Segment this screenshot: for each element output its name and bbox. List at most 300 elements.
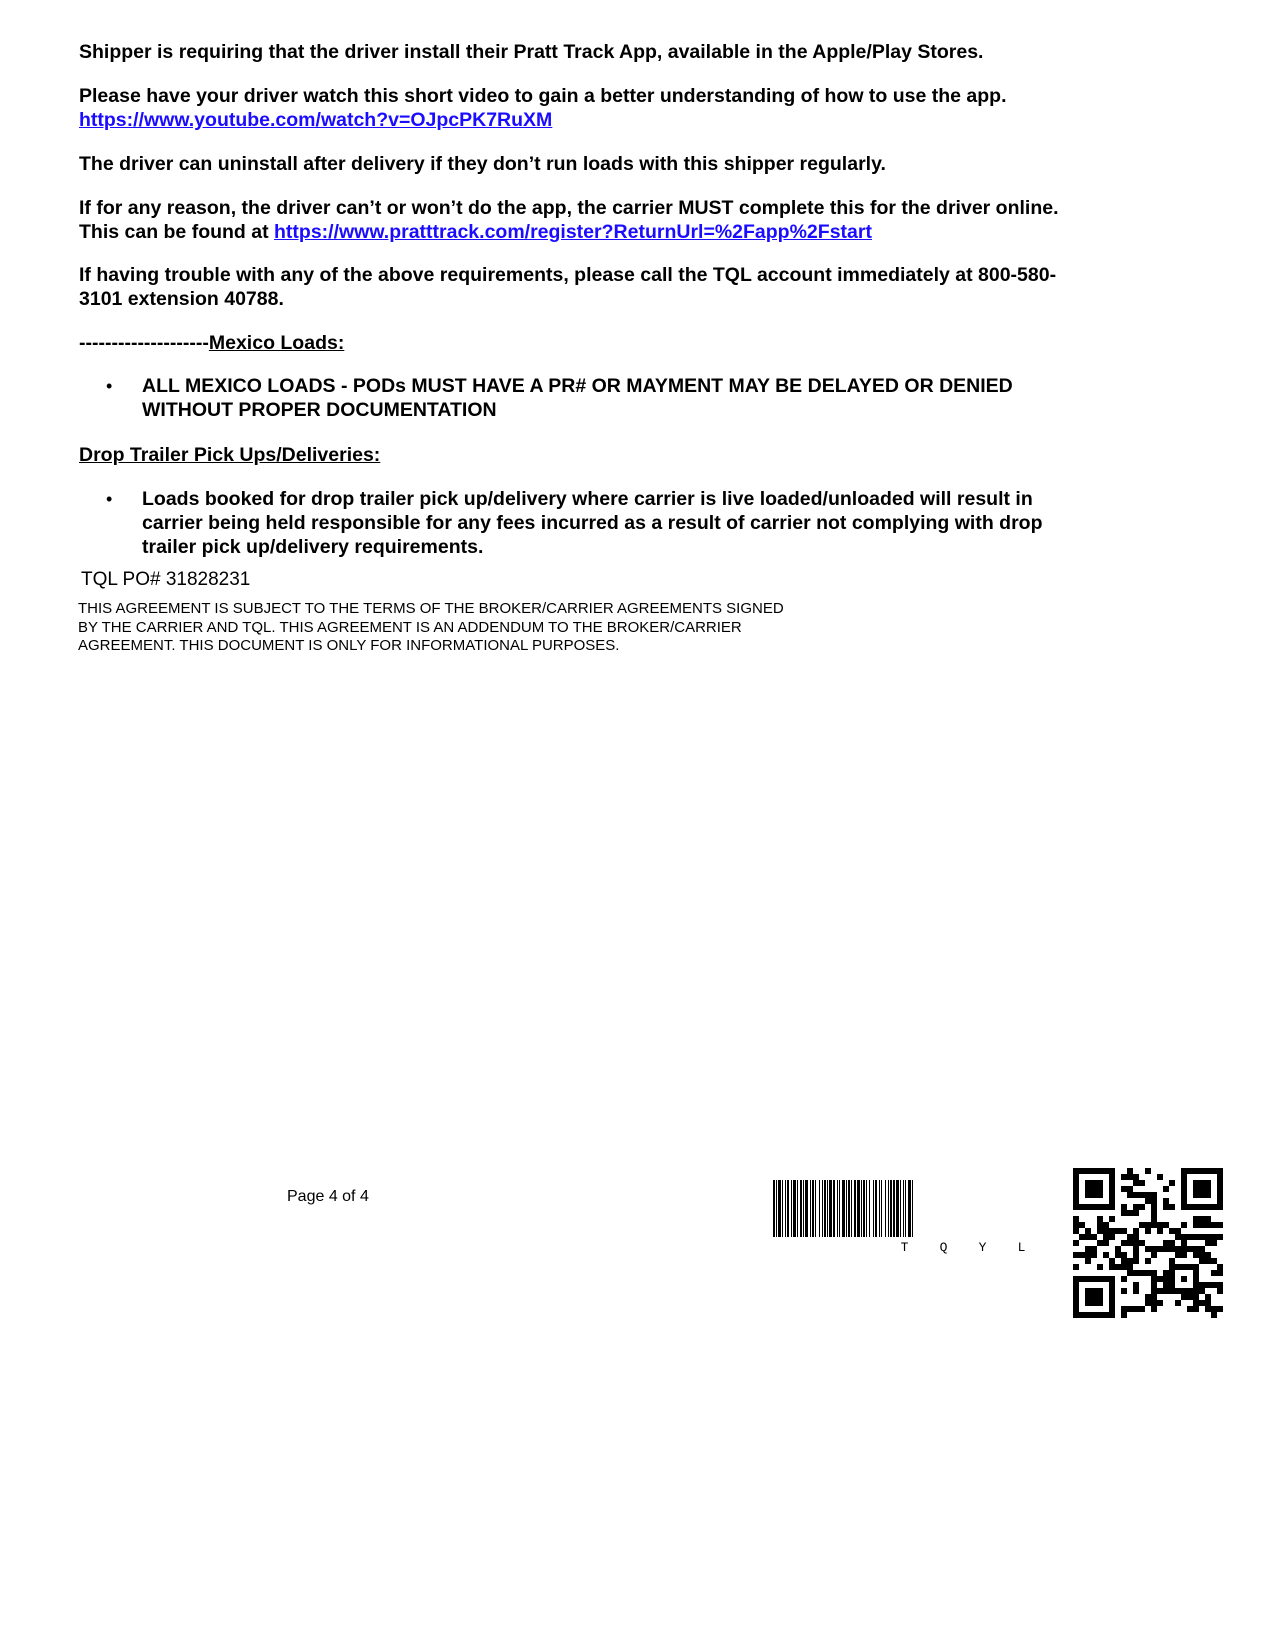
qr-module: [1109, 1192, 1115, 1198]
qr-module: [1109, 1198, 1115, 1204]
qr-module: [1169, 1246, 1175, 1252]
qr-module: [1211, 1234, 1217, 1240]
qr-module: [1115, 1252, 1121, 1258]
qr-module: [1133, 1204, 1139, 1210]
qr-module: [1211, 1222, 1217, 1228]
qr-module: [1151, 1210, 1157, 1216]
qr-module: [1073, 1294, 1079, 1300]
qr-module: [1085, 1258, 1091, 1264]
qr-module: [1169, 1240, 1175, 1246]
qr-module: [1145, 1222, 1151, 1228]
qr-module: [1103, 1228, 1109, 1234]
qr-module: [1091, 1234, 1097, 1240]
qr-module: [1073, 1288, 1079, 1294]
qr-module: [1133, 1240, 1139, 1246]
qr-module: [1157, 1174, 1163, 1180]
qr-module: [1199, 1204, 1205, 1210]
qr-module: [1121, 1264, 1127, 1270]
qr-module: [1103, 1252, 1109, 1258]
qr-module: [1085, 1168, 1091, 1174]
pratt-track-requirement-text: Shipper is requiring that the driver install their Pratt Track App, available in the Apple/Play Stores.: [79, 41, 984, 63]
qr-module: [1109, 1180, 1115, 1186]
tql-contact-text: If having trouble with any of the above requirements, please call the TQL account immediately at 800-580-3101 extension 40788.: [79, 264, 1057, 310]
qr-module: [1073, 1198, 1079, 1204]
qr-module: [1085, 1234, 1091, 1240]
qr-module: [1175, 1246, 1181, 1252]
qr-module: [1169, 1276, 1175, 1282]
qr-module: [1121, 1306, 1127, 1312]
qr-module: [1205, 1300, 1211, 1306]
qr-module: [1139, 1270, 1145, 1276]
qr-module: [1109, 1282, 1115, 1288]
agreement-disclaimer: THIS AGREEMENT IS SUBJECT TO THE TERMS OF THE BROKER/CARRIER AGREEMENTS SIGNED BY THE CARRIER AND TQL. THIS AGREEMENT IS AN ADDENDUM TO THE BROKER/CARRIER AGREEMENT. THIS DOCUMENT IS ONLY FOR INFORMATIONAL PURPOSES.: [78, 600, 784, 654]
qr-module: [1073, 1216, 1079, 1222]
qr-module: [1193, 1276, 1199, 1282]
qr-module: [1091, 1294, 1097, 1300]
qr-module: [1085, 1276, 1091, 1282]
qr-module: [1097, 1288, 1103, 1294]
qr-module: [1193, 1246, 1199, 1252]
qr-module: [1085, 1180, 1091, 1186]
qr-module: [1163, 1240, 1169, 1246]
bullet-marker: •: [106, 489, 113, 509]
qr-module: [1151, 1216, 1157, 1222]
qr-module: [1085, 1228, 1091, 1234]
qr-module: [1133, 1252, 1139, 1258]
qr-module: [1193, 1270, 1199, 1276]
qr-module: [1151, 1306, 1157, 1312]
qr-module: [1073, 1168, 1079, 1174]
qr-module: [1109, 1234, 1115, 1240]
qr-module: [1115, 1264, 1121, 1270]
qr-module: [1193, 1306, 1199, 1312]
qr-module: [1079, 1204, 1085, 1210]
uninstall-note-text: The driver can uninstall after delivery if they don’t run loads with this shipper regularly.: [79, 153, 886, 175]
qr-module: [1205, 1204, 1211, 1210]
qr-module: [1109, 1300, 1115, 1306]
qr-module: [1097, 1264, 1103, 1270]
qr-module: [1193, 1216, 1199, 1222]
qr-module: [1073, 1180, 1079, 1186]
qr-module: [1109, 1204, 1115, 1210]
qr-module: [1091, 1180, 1097, 1186]
qr-module: [1073, 1192, 1079, 1198]
qr-module: [1151, 1192, 1157, 1198]
qr-module: [1073, 1306, 1079, 1312]
qr-module: [1217, 1192, 1223, 1198]
qr-module: [1073, 1228, 1079, 1234]
qr-module: [1133, 1192, 1139, 1198]
mexico-loads-bullet: [106, 374, 1086, 422]
qr-module: [1127, 1270, 1133, 1276]
qr-module: [1109, 1186, 1115, 1192]
qr-module: [1211, 1258, 1217, 1264]
qr-module: [1097, 1222, 1103, 1228]
qr-module: [1115, 1246, 1121, 1252]
qr-module: [1199, 1246, 1205, 1252]
qr-module: [1139, 1180, 1145, 1186]
qr-module: [1109, 1276, 1115, 1282]
qr-module: [1163, 1186, 1169, 1192]
qr-module: [1073, 1174, 1079, 1180]
qr-module: [1097, 1312, 1103, 1318]
qr-module: [1097, 1192, 1103, 1198]
barcode-caption-char: Q: [939, 1240, 948, 1255]
qr-module: [1121, 1252, 1127, 1258]
qr-module: [1181, 1288, 1187, 1294]
qr-module: [1217, 1306, 1223, 1312]
drop-trailer-heading-line: [79, 443, 1079, 467]
qr-module: [1151, 1204, 1157, 1210]
qr-module: [1091, 1186, 1097, 1192]
qr-module: [1175, 1252, 1181, 1258]
qr-module: [1079, 1168, 1085, 1174]
qr-module: [1163, 1198, 1169, 1204]
qr-module: [1193, 1300, 1199, 1306]
qr-module: [1091, 1252, 1097, 1258]
qr-module: [1205, 1168, 1211, 1174]
qr-module: [1211, 1168, 1217, 1174]
qr-module: [1133, 1228, 1139, 1234]
qr-module: [1085, 1300, 1091, 1306]
qr-module: [1181, 1246, 1187, 1252]
qr-module: [1187, 1294, 1193, 1300]
qr-module: [1121, 1258, 1127, 1264]
qr-module: [1121, 1174, 1127, 1180]
qr-module: [1217, 1264, 1223, 1270]
drop-trailer-bullet-text: Loads booked for drop trailer pick up/delivery where carrier is live loaded/unloaded will result in carrier being held responsible for any fees incurred as a result of carrier not complying with drop trailer pick up/delivery requirements.: [142, 488, 1043, 558]
qr-module: [1109, 1168, 1115, 1174]
qr-module: [1121, 1312, 1127, 1318]
qr-module: [1091, 1192, 1097, 1198]
qr-module: [1151, 1252, 1157, 1258]
qr-module: [1127, 1174, 1133, 1180]
qr-module: [1103, 1222, 1109, 1228]
qr-module: [1097, 1228, 1103, 1234]
qr-module: [1181, 1264, 1187, 1270]
qr-module: [1085, 1246, 1091, 1252]
qr-module: [1217, 1204, 1223, 1210]
qr-module: [1217, 1282, 1223, 1288]
qr-module: [1133, 1180, 1139, 1186]
bullet-marker: •: [106, 376, 113, 396]
qr-module: [1097, 1300, 1103, 1306]
qr-module: [1169, 1180, 1175, 1186]
heading-dashes: --------------------: [79, 332, 209, 354]
qr-module: [1163, 1270, 1169, 1276]
qr-module: [1151, 1288, 1157, 1294]
qr-module: [1127, 1264, 1133, 1270]
qr-module: [1085, 1204, 1091, 1210]
qr-module: [1211, 1270, 1217, 1276]
qr-module: [1169, 1282, 1175, 1288]
carrier-registration-paragraph: [79, 196, 1079, 244]
qr-module: [1205, 1282, 1211, 1288]
qr-module: [1193, 1294, 1199, 1300]
qr-module: [1169, 1264, 1175, 1270]
qr-module: [1193, 1252, 1199, 1258]
qr-module: [1163, 1222, 1169, 1228]
qr-module: [1163, 1288, 1169, 1294]
qr-module: [1157, 1300, 1163, 1306]
qr-module: [1187, 1246, 1193, 1252]
qr-module: [1139, 1306, 1145, 1312]
qr-module: [1217, 1234, 1223, 1240]
qr-module: [1145, 1192, 1151, 1198]
qr-module: [1157, 1228, 1163, 1234]
qr-module: [1199, 1216, 1205, 1222]
qr-module: [1181, 1192, 1187, 1198]
qr-module: [1091, 1246, 1097, 1252]
qr-module: [1181, 1294, 1187, 1300]
barcode-caption: [885, 1240, 1041, 1255]
qr-module: [1109, 1264, 1115, 1270]
qr-module: [1211, 1240, 1217, 1246]
mexico-loads-heading: Mexico Loads:: [208, 332, 345, 354]
qr-module: [1175, 1234, 1181, 1240]
qr-module: [1181, 1204, 1187, 1210]
qr-module: [1133, 1282, 1139, 1288]
qr-module: [1157, 1222, 1163, 1228]
qr-module: [1109, 1294, 1115, 1300]
qr-module: [1121, 1204, 1127, 1210]
qr-module: [1103, 1240, 1109, 1246]
qr-module: [1205, 1216, 1211, 1222]
qr-module: [1109, 1174, 1115, 1180]
qr-module: [1133, 1234, 1139, 1240]
qr-module: [1073, 1204, 1079, 1210]
qr-module: [1109, 1306, 1115, 1312]
qr-module: [1091, 1276, 1097, 1282]
qr-module: [1205, 1306, 1211, 1312]
qr-module: [1175, 1228, 1181, 1234]
qr-module: [1181, 1168, 1187, 1174]
qr-module: [1205, 1294, 1211, 1300]
qr-module: [1205, 1252, 1211, 1258]
video-instruction-paragraph: [79, 84, 1079, 132]
qr-module: [1199, 1222, 1205, 1228]
qr-module: [1151, 1294, 1157, 1300]
video-instruction-text: Please have your driver watch this short video to gain a better understanding of how to use the app.: [79, 85, 1007, 107]
qr-module: [1139, 1240, 1145, 1246]
qr-module: [1169, 1258, 1175, 1264]
qr-module: [1181, 1174, 1187, 1180]
qr-module: [1151, 1198, 1157, 1204]
qr-module: [1199, 1282, 1205, 1288]
qr-module: [1121, 1240, 1127, 1246]
qr-module: [1193, 1288, 1199, 1294]
qr-module: [1091, 1204, 1097, 1210]
qr-module: [1097, 1168, 1103, 1174]
qr-module: [1127, 1306, 1133, 1312]
qr-module: [1097, 1276, 1103, 1282]
qr-module: [1121, 1186, 1127, 1192]
drop-trailer-heading: Drop Trailer Pick Ups/Deliveries:: [79, 444, 381, 466]
qr-module: [1193, 1192, 1199, 1198]
qr-module: [1127, 1234, 1133, 1240]
qr-module: [1145, 1258, 1151, 1264]
qr-module: [1103, 1204, 1109, 1210]
qr-module: [1133, 1210, 1139, 1216]
qr-module: [1139, 1204, 1145, 1210]
qr-module: [1205, 1192, 1211, 1198]
qr-module: [1169, 1270, 1175, 1276]
qr-module: [1109, 1312, 1115, 1318]
qr-module: [1127, 1258, 1133, 1264]
qr-module: [1211, 1282, 1217, 1288]
qr-module: [1187, 1288, 1193, 1294]
qr-module: [1205, 1180, 1211, 1186]
qr-module: [1163, 1246, 1169, 1252]
qr-module: [1199, 1180, 1205, 1186]
qr-module: [1133, 1258, 1139, 1264]
qr-module: [1181, 1180, 1187, 1186]
qr-module: [1079, 1276, 1085, 1282]
qr-module: [1181, 1222, 1187, 1228]
qr-module: [1097, 1240, 1103, 1246]
qr-module: [1217, 1222, 1223, 1228]
qr-module: [1085, 1252, 1091, 1258]
qr-module: [1193, 1264, 1199, 1270]
qr-module: [1145, 1198, 1151, 1204]
qr-module: [1217, 1186, 1223, 1192]
qr-module: [1199, 1168, 1205, 1174]
qr-module: [1187, 1306, 1193, 1312]
qr-module: [1193, 1180, 1199, 1186]
barcode-image: [773, 1180, 1058, 1244]
qr-module: [1217, 1174, 1223, 1180]
qr-module: [1085, 1294, 1091, 1300]
qr-module: [1217, 1198, 1223, 1204]
qr-module: [1091, 1168, 1097, 1174]
qr-module: [1097, 1186, 1103, 1192]
qr-module: [1103, 1276, 1109, 1282]
qr-module: [1157, 1276, 1163, 1282]
qr-module: [1193, 1282, 1199, 1288]
qr-module: [1109, 1216, 1115, 1222]
qr-module: [1127, 1210, 1133, 1216]
qr-module: [1151, 1276, 1157, 1282]
qr-module: [1193, 1186, 1199, 1192]
qr-module: [1079, 1234, 1085, 1240]
drop-trailer-bullet: [106, 487, 1086, 559]
qr-module: [1163, 1276, 1169, 1282]
qr-module: [1073, 1282, 1079, 1288]
qr-module: [1085, 1186, 1091, 1192]
qr-module: [1187, 1264, 1193, 1270]
qr-module: [1133, 1306, 1139, 1312]
youtube-video-link[interactable]: https://www.youtube.com/watch?v=OJpcPK7RuXM: [79, 109, 553, 131]
barcode-caption-char: Y: [978, 1240, 987, 1255]
qr-module: [1199, 1234, 1205, 1240]
qr-module: [1127, 1186, 1133, 1192]
qr-module: [1199, 1258, 1205, 1264]
qr-module: [1199, 1192, 1205, 1198]
qr-module: [1085, 1288, 1091, 1294]
qr-module: [1169, 1204, 1175, 1210]
qr-module: [1193, 1204, 1199, 1210]
qr-module: [1073, 1312, 1079, 1318]
qr-module: [1073, 1276, 1079, 1282]
qr-module: [1181, 1252, 1187, 1258]
qr-module: [1187, 1234, 1193, 1240]
qr-module: [1205, 1186, 1211, 1192]
qr-module: [1145, 1294, 1151, 1300]
carrier-registration-text: If for any reason, the driver can’t or won’t do the app, the carrier MUST complete this for the driver online. This can be found at: [79, 197, 1059, 243]
qr-module: [1145, 1168, 1151, 1174]
qr-module: [1127, 1192, 1133, 1198]
barcode-caption-char: T: [900, 1240, 909, 1255]
mexico-loads-bullet-text: ALL MEXICO LOADS - PODs MUST HAVE A PR# OR MAYMENT MAY BE DELAYED OR DENIED WITHOUT PROPER DOCUMENTATION: [142, 375, 1013, 421]
qr-module: [1199, 1288, 1205, 1294]
qr-module: [1073, 1222, 1079, 1228]
qr-module: [1097, 1294, 1103, 1300]
qr-module: [1151, 1270, 1157, 1276]
qr-module: [1073, 1186, 1079, 1192]
qr-module: [1127, 1240, 1133, 1246]
qr-module: [1211, 1204, 1217, 1210]
qr-module: [1073, 1240, 1079, 1246]
qr-module: [1205, 1240, 1211, 1246]
qr-module: [1133, 1174, 1139, 1180]
qr-module: [1181, 1234, 1187, 1240]
qr-module: [1187, 1204, 1193, 1210]
qr-module: [1211, 1306, 1217, 1312]
qr-module: [1199, 1300, 1205, 1306]
qr-module: [1097, 1204, 1103, 1210]
tql-po-number: TQL PO# 31828231: [81, 569, 251, 590]
page-number: Page 4 of 4: [287, 1188, 369, 1205]
qr-module: [1181, 1276, 1187, 1282]
qr-module: [1133, 1270, 1139, 1276]
qr-module: [1109, 1258, 1115, 1264]
qr-module: [1109, 1288, 1115, 1294]
qr-module: [1127, 1168, 1133, 1174]
qr-module: [1157, 1288, 1163, 1294]
pratt-track-register-link[interactable]: https://www.pratttrack.com/register?ReturnUrl=%2Fapp%2Fstart: [274, 221, 872, 243]
qr-module: [1217, 1270, 1223, 1276]
qr-module: [1121, 1210, 1127, 1216]
qr-module: [1205, 1258, 1211, 1264]
qr-module: [1181, 1240, 1187, 1246]
qr-module: [1121, 1228, 1127, 1234]
qr-module: [1109, 1228, 1115, 1234]
qr-module: [1079, 1312, 1085, 1318]
qr-module: [1091, 1300, 1097, 1306]
qr-module: [1163, 1204, 1169, 1210]
qr-module: [1091, 1312, 1097, 1318]
qr-module: [1157, 1246, 1163, 1252]
qr-module: [1079, 1222, 1085, 1228]
qr-module: [1217, 1180, 1223, 1186]
qr-module: [1175, 1288, 1181, 1294]
qr-module: [1151, 1300, 1157, 1306]
qr-module: [1097, 1216, 1103, 1222]
qr-module: [1217, 1168, 1223, 1174]
qr-module: [1085, 1192, 1091, 1198]
qr-module: [1103, 1234, 1109, 1240]
qr-code-image: [1073, 1168, 1223, 1318]
qr-module: [1091, 1288, 1097, 1294]
qr-module: [1217, 1288, 1223, 1294]
qr-module: [1151, 1222, 1157, 1228]
qr-module: [1121, 1288, 1127, 1294]
qr-module: [1073, 1264, 1079, 1270]
qr-module: [1133, 1246, 1139, 1252]
qr-module: [1097, 1180, 1103, 1186]
qr-module: [1175, 1264, 1181, 1270]
qr-module: [1181, 1198, 1187, 1204]
